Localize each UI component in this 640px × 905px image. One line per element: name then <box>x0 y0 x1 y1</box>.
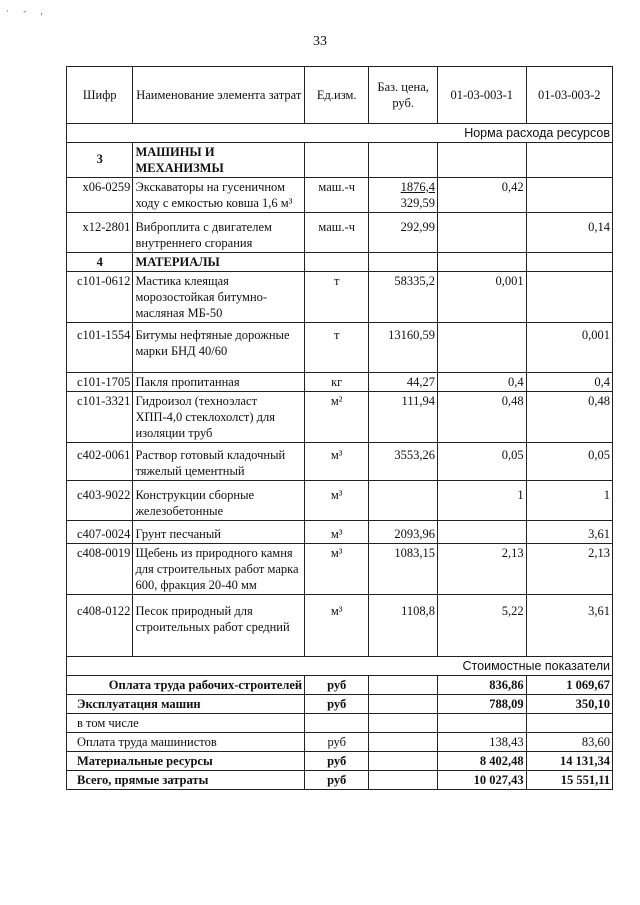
summary-value-1: 8 402,48 <box>437 752 526 771</box>
table-row <box>67 323 613 373</box>
header-unit: Ед.изм. <box>305 67 369 124</box>
band-costs: Стоимостные показатели <box>67 657 613 676</box>
table-row <box>67 521 613 544</box>
row-norm1: 0,48 <box>437 392 526 443</box>
section-title: МАШИНЫ И МЕХАНИЗМЫ <box>133 143 305 178</box>
row-price: 2093,96 <box>369 521 438 544</box>
summary-value-1: 836,86 <box>437 676 526 695</box>
row-name: Песок природный для строительных работ средний <box>133 595 305 657</box>
row-code: с101-1554 <box>67 323 133 373</box>
summary-unit: руб <box>305 676 369 695</box>
band-norms-row <box>67 124 613 143</box>
band-norms: Норма расхода ресурсов <box>67 124 613 143</box>
summary-label: в том числе <box>67 714 305 733</box>
header-row <box>67 67 613 124</box>
row-norm1: 0,001 <box>437 272 526 323</box>
row-norm2: 3,61 <box>526 595 612 657</box>
band-costs-row <box>67 657 613 676</box>
section-row <box>67 143 613 178</box>
summary-row <box>67 771 613 790</box>
row-code: с408-0122 <box>67 595 133 657</box>
row-code: с101-0612 <box>67 272 133 323</box>
row-code: с407-0024 <box>67 521 133 544</box>
row-code: с408-0019 <box>67 544 133 595</box>
row-norm2: 2,13 <box>526 544 612 595</box>
row-unit: м³ <box>305 481 369 521</box>
row-price: 3553,26 <box>369 443 438 481</box>
summary-value-1: 10 027,43 <box>437 771 526 790</box>
header-code: Шифр <box>67 67 133 124</box>
row-code: с101-3321 <box>67 392 133 443</box>
row-norm1: 0,4 <box>437 373 526 392</box>
row-norm1: 5,22 <box>437 595 526 657</box>
resource-table <box>66 66 613 790</box>
row-norm2: 0,4 <box>526 373 612 392</box>
summary-label: Оплата труда рабочих-строителей <box>67 676 305 695</box>
summary-unit: руб <box>305 695 369 714</box>
row-unit: м³ <box>305 521 369 544</box>
row-norm2 <box>526 178 612 213</box>
row-unit: маш.-ч <box>305 213 369 253</box>
summary-label: Эксплуатация машин <box>67 695 305 714</box>
summary-value-2: 83,60 <box>526 733 612 752</box>
row-unit: маш.-ч <box>305 178 369 213</box>
header-name: Наименование элемента затрат <box>133 67 305 124</box>
summary-row <box>67 695 613 714</box>
section-number: 3 <box>67 143 133 178</box>
row-name: Мастика клеящая морозостойкая битумно-масляная МБ-50 <box>133 272 305 323</box>
row-norm1 <box>437 323 526 373</box>
row-code: с101-1705 <box>67 373 133 392</box>
row-price: 1083,15 <box>369 544 438 595</box>
row-price: 13160,59 <box>369 323 438 373</box>
row-price: 292,99 <box>369 213 438 253</box>
row-unit: м³ <box>305 544 369 595</box>
summary-value-2: 1 069,67 <box>526 676 612 695</box>
row-price: 58335,2 <box>369 272 438 323</box>
table-row <box>67 544 613 595</box>
row-unit: т <box>305 272 369 323</box>
row-price: 44,27 <box>369 373 438 392</box>
table-row <box>67 443 613 481</box>
page-number: 33 <box>313 34 327 49</box>
row-norm2: 3,61 <box>526 521 612 544</box>
row-code: х06-0259 <box>67 178 133 213</box>
section-title: МАТЕРИАЛЫ <box>133 253 305 272</box>
summary-row <box>67 714 613 733</box>
summary-label: Оплата труда машинистов <box>67 733 305 752</box>
header-price: Баз. цена, руб. <box>369 67 438 124</box>
row-norm2 <box>526 272 612 323</box>
row-name: Виброплита с двигателем внутреннего сгорания <box>133 213 305 253</box>
row-unit: м³ <box>305 595 369 657</box>
summary-value-2: 15 551,11 <box>526 771 612 790</box>
table-row <box>67 481 613 521</box>
table-row <box>67 178 613 213</box>
summary-label: Всего, прямые затраты <box>67 771 305 790</box>
row-name: Раствор готовый кладочный тяжелый цементный <box>133 443 305 481</box>
table-row <box>67 595 613 657</box>
summary-value-1: 788,09 <box>437 695 526 714</box>
summary-label: Материальные ресурсы <box>67 752 305 771</box>
row-unit: т <box>305 323 369 373</box>
summary-value-1: 138,43 <box>437 733 526 752</box>
summary-unit: руб <box>305 733 369 752</box>
summary-value-2: 350,10 <box>526 695 612 714</box>
row-name: Щебень из природного камня для строительных работ марка 600, фракция 20-40 мм <box>133 544 305 595</box>
row-norm2: 0,001 <box>526 323 612 373</box>
row-price: 1876,4 329,59 <box>369 178 438 213</box>
row-unit: м² <box>305 392 369 443</box>
table-row <box>67 373 613 392</box>
table-row <box>67 392 613 443</box>
row-unit: м³ <box>305 443 369 481</box>
row-code: с403-9022 <box>67 481 133 521</box>
row-norm2: 1 <box>526 481 612 521</box>
row-name: Конструкции сборные железобетонные <box>133 481 305 521</box>
row-norm1: 1 <box>437 481 526 521</box>
section-number: 4 <box>67 253 133 272</box>
row-price <box>369 481 438 521</box>
scan-marks: · - , <box>6 6 49 16</box>
summary-row <box>67 752 613 771</box>
row-norm2: 0,14 <box>526 213 612 253</box>
row-code: х12-2801 <box>67 213 133 253</box>
summary-row <box>67 733 613 752</box>
header-norm1: 01-03-003-1 <box>437 67 526 124</box>
row-name: Битумы нефтяные дорожные марки БНД 40/60 <box>133 323 305 373</box>
row-price: 111,94 <box>369 392 438 443</box>
summary-row <box>67 676 613 695</box>
row-norm1: 0,05 <box>437 443 526 481</box>
row-norm2: 0,48 <box>526 392 612 443</box>
row-norm2: 0,05 <box>526 443 612 481</box>
summary-unit: руб <box>305 771 369 790</box>
row-norm1 <box>437 213 526 253</box>
row-norm1: 2,13 <box>437 544 526 595</box>
row-name: Пакля пропитанная <box>133 373 305 392</box>
row-name: Грунт песчаный <box>133 521 305 544</box>
row-norm1: 0,42 <box>437 178 526 213</box>
section-row <box>67 253 613 272</box>
header-norm2: 01-03-003-2 <box>526 67 612 124</box>
row-norm1 <box>437 521 526 544</box>
summary-unit: руб <box>305 752 369 771</box>
row-unit: кг <box>305 373 369 392</box>
table-row <box>67 213 613 253</box>
row-code: с402-0061 <box>67 443 133 481</box>
row-name: Гидроизол (техноэласт ХПП-4,0 стеклохолст) для изоляции труб <box>133 392 305 443</box>
row-price: 1108,8 <box>369 595 438 657</box>
summary-value-2: 14 131,34 <box>526 752 612 771</box>
table-row <box>67 272 613 323</box>
row-name: Экскаваторы на гусеничном ходу с емкостью ковша 1,6 м³ <box>133 178 305 213</box>
